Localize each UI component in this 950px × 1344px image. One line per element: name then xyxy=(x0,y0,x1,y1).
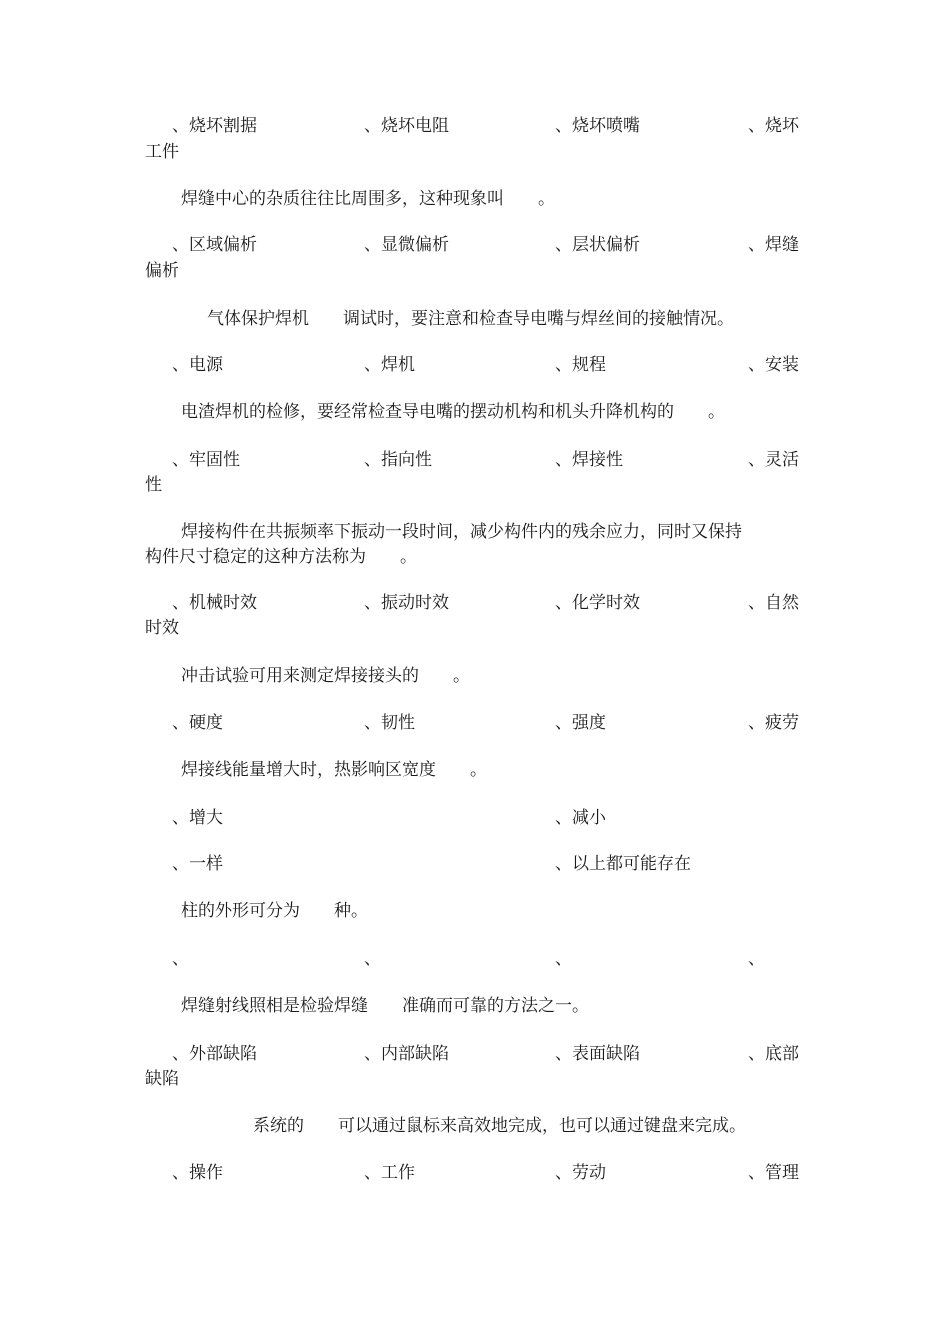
q7-option-d: 、以上都可能存在 xyxy=(555,854,691,874)
q7-option-b: 、减小 xyxy=(555,808,606,828)
q3-option-b: 、焊机 xyxy=(364,355,415,375)
q9-option-d-wrap: 缺陷 xyxy=(145,1069,179,1089)
q6-option-a: 、硬度 xyxy=(172,713,223,733)
q4-option-b: 、指向性 xyxy=(364,450,432,470)
q3-option-c: 、规程 xyxy=(555,355,606,375)
q9-option-d: 、底部 xyxy=(748,1044,799,1064)
q10-option-d: 、管理 xyxy=(748,1163,799,1183)
q8-stem: 柱的外形可分为 种。 xyxy=(181,901,368,921)
q2-option-c: 、层状偏析 xyxy=(555,235,640,255)
q8-option-a: 、 xyxy=(172,949,189,969)
q3-option-d: 、安装 xyxy=(748,355,799,375)
q8-option-d: 、 xyxy=(748,949,765,969)
q7-option-c: 、一样 xyxy=(172,854,223,874)
q5-stem-line2: 构件尺寸稳定的这种方法称为 。 xyxy=(145,547,417,567)
q3-stem: 气体保护焊机 调试时，要注意和检查导电嘴与焊丝间的接触情况。 xyxy=(207,309,734,329)
q9-option-a: 、外部缺陷 xyxy=(172,1044,257,1064)
q7-stem: 焊接线能量增大时，热影响区宽度 。 xyxy=(181,760,487,780)
q4-option-d-wrap: 性 xyxy=(145,475,162,495)
q10-option-c: 、劳动 xyxy=(555,1163,606,1183)
q2-option-d: 、焊缝 xyxy=(748,235,799,255)
q1-option-b: 、烧坏电阻 xyxy=(364,116,449,136)
q1-option-c: 、烧坏喷嘴 xyxy=(555,116,640,136)
q5-option-b: 、振动时效 xyxy=(364,593,449,613)
q10-stem: 系统的 可以通过鼠标来高效地完成，也可以通过键盘来完成。 xyxy=(253,1116,746,1136)
q5-option-c: 、化学时效 xyxy=(555,593,640,613)
q2-stem: 焊缝中心的杂质往往比周围多，这种现象叫 。 xyxy=(181,189,555,209)
q2-option-a: 、区域偏析 xyxy=(172,235,257,255)
q10-option-a: 、操作 xyxy=(172,1163,223,1183)
q2-option-d-wrap: 偏析 xyxy=(145,261,179,281)
q6-stem: 冲击试验可用来测定焊接接头的 。 xyxy=(181,666,470,686)
q4-stem: 电渣焊机的检修，要经常检查导电嘴的摆动机构和机头升降机构的 。 xyxy=(181,402,725,422)
q2-option-b: 、显微偏析 xyxy=(364,235,449,255)
q8-option-c: 、 xyxy=(555,949,572,969)
q5-option-d: 、自然 xyxy=(748,593,799,613)
q6-option-d: 、疲劳 xyxy=(748,713,799,733)
q3-option-a: 、电源 xyxy=(172,355,223,375)
q9-option-c: 、表面缺陷 xyxy=(555,1044,640,1064)
q6-option-c: 、强度 xyxy=(555,713,606,733)
q10-option-b: 、工作 xyxy=(364,1163,415,1183)
q5-option-d-wrap: 时效 xyxy=(145,618,179,638)
q7-option-a: 、增大 xyxy=(172,808,223,828)
q8-option-b: 、 xyxy=(364,949,381,969)
q5-stem-line1: 焊接构件在共振频率下振动一段时间，减少构件内的残余应力，同时又保持 xyxy=(181,522,742,542)
q1-option-a: 、烧坏割据 xyxy=(172,116,257,136)
q1-option-d-wrap: 工件 xyxy=(145,142,179,162)
q9-option-b: 、内部缺陷 xyxy=(364,1044,449,1064)
q1-option-d: 、烧坏 xyxy=(748,116,799,136)
q4-option-d: 、灵活 xyxy=(748,450,799,470)
q5-option-a: 、机械时效 xyxy=(172,593,257,613)
q6-option-b: 、韧性 xyxy=(364,713,415,733)
q9-stem: 焊缝射线照相是检验焊缝 准确而可靠的方法之一。 xyxy=(181,996,589,1016)
q4-option-c: 、焊接性 xyxy=(555,450,623,470)
q4-option-a: 、牢固性 xyxy=(172,450,240,470)
